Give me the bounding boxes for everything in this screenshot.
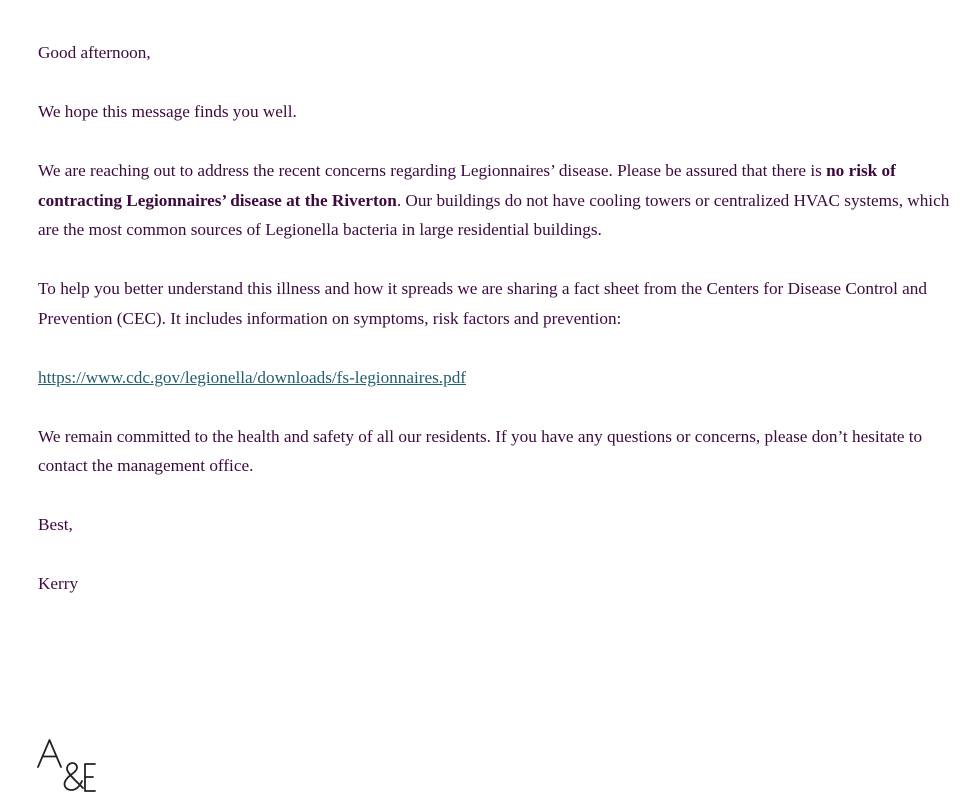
no-risk-statement: no risk of contracting Legionnaires’ disease at the Riverton	[38, 161, 896, 210]
ae-monogram-logo	[37, 737, 99, 793]
fact-sheet-link-line	[38, 363, 970, 393]
greeting: Good afternoon,	[38, 43, 151, 62]
risk-paragraph	[38, 156, 970, 245]
fact-sheet-link[interactable]: https://www.cdc.gov/legionella/downloads/fs-legionnaires.pdf	[38, 367, 467, 387]
commitment-paragraph: We remain committed to the health and safety of all our residents. If you have any questions or concerns, please don’t hesitate to contact the management office.	[38, 426, 923, 475]
fact-sheet-paragraph: To help you better understand this illness and how it spreads we are sharing a fact sheet from the Centers for Disease Control and Prevention (CEC). It includes information on symptoms, risk factors and prevention:	[38, 279, 927, 328]
opening-line: We hope this message finds you well.	[38, 102, 297, 121]
risk-paragraph-rest: . Our buildings do not have cooling towers or centralized HVAC systems, which are the most common sources of Legionella bacteria in large residential buildings.	[38, 190, 950, 239]
closing: Best,	[38, 515, 73, 534]
risk-paragraph-intro: We are reaching out to address the recent concerns regarding Legionnaires’ disease. Please be assured that there is	[38, 161, 827, 180]
email-body	[38, 38, 970, 628]
signature: Kerry	[38, 574, 79, 593]
